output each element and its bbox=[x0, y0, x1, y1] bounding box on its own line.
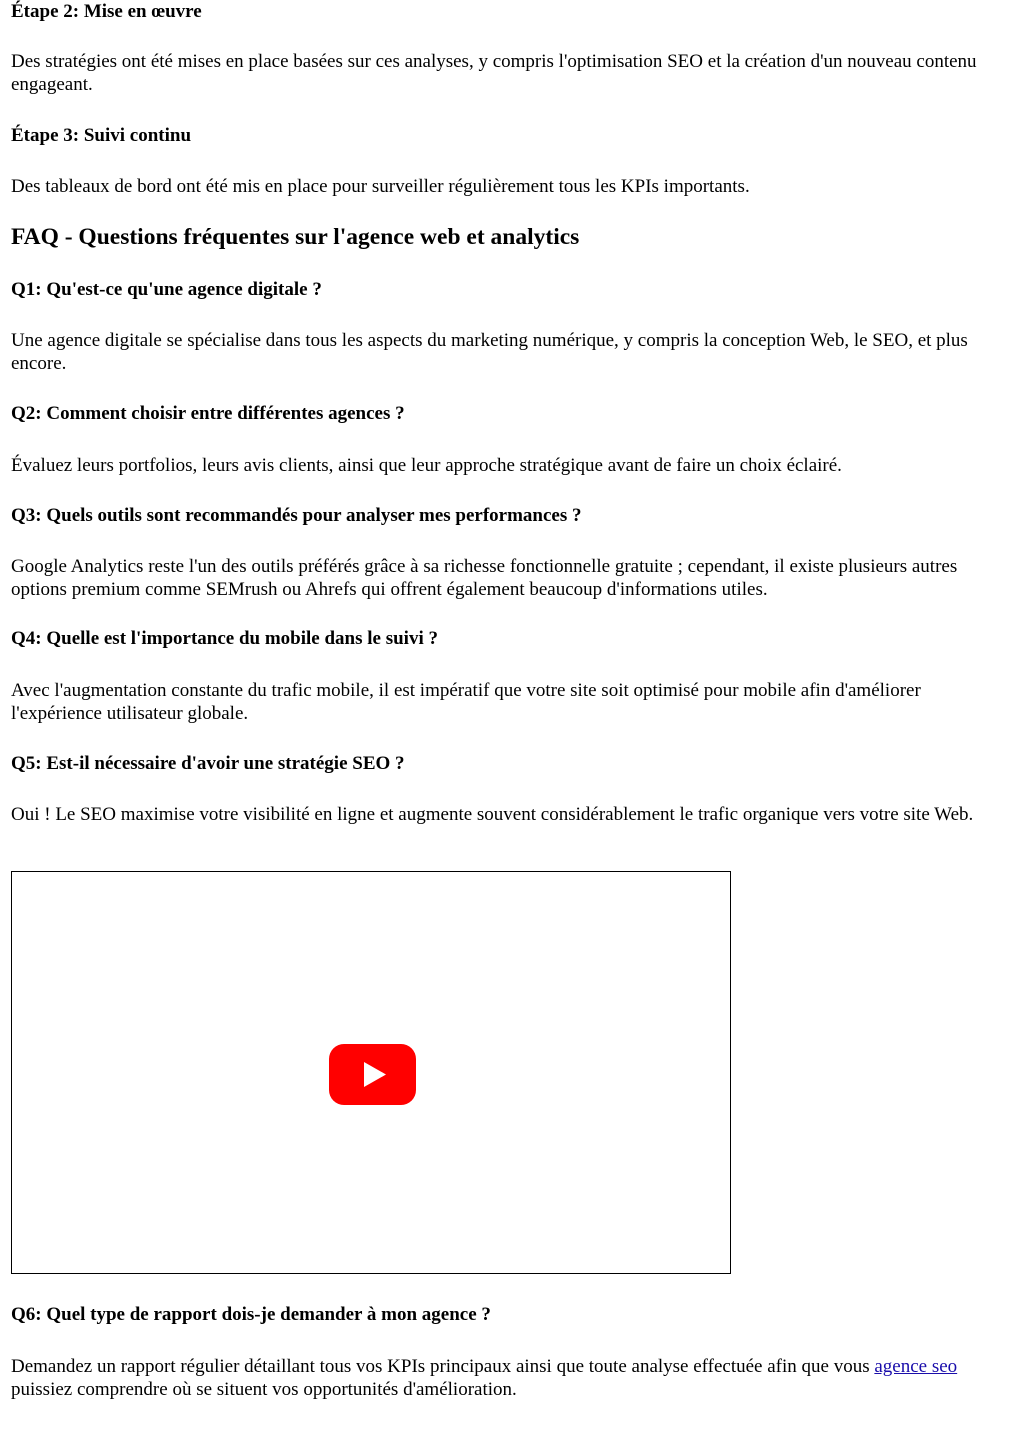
faq-title: FAQ - Questions fréquentes sur l'agence web et analytics bbox=[11, 224, 580, 250]
step3-text: Des tableaux de bord ont été mis en place pour surveiller régulièrement tous les KPIs importants. bbox=[11, 176, 750, 197]
step2-heading: Étape 2: Mise en œuvre bbox=[11, 1, 202, 22]
step3-heading: Étape 3: Suivi continu bbox=[11, 125, 192, 146]
faq-q5: Q5: Est-il nécessaire d'avoir une stratégie SEO ? bbox=[11, 753, 405, 774]
step2-text: Des stratégies ont été mises en place basées sur ces analyses, y compris l'optimisation SEO et la création d'un nouveau contenu engageant. bbox=[11, 51, 977, 95]
faq-q3: Q3: Quels outils sont recommandés pour analyser mes performances ? bbox=[11, 505, 582, 526]
faq-q1: Q1: Qu'est-ce qu'une agence digitale ? bbox=[11, 279, 322, 300]
faq-a1: Une agence digitale se spécialise dans tous les aspects du marketing numérique, y compris la conception Web, le SEO, et plus encore. bbox=[11, 330, 968, 374]
faq-q4: Q4: Quelle est l'importance du mobile dans le suivi ? bbox=[11, 628, 438, 649]
faq-a6 bbox=[11, 1355, 1013, 1401]
faq-a4: Avec l'augmentation constante du trafic mobile, il est impératif que votre site soit optimisé pour mobile afin d'améliorer l'expérience utilisateur globale. bbox=[11, 680, 921, 724]
embedded-video-player[interactable] bbox=[11, 871, 731, 1274]
faq-q2: Q2: Comment choisir entre différentes agences ? bbox=[11, 403, 405, 424]
faq-a2: Évaluez leurs portfolios, leurs avis clients, ainsi que leur approche stratégique avant de faire un choix éclairé. bbox=[11, 455, 842, 476]
faq-a3: Google Analytics reste l'un des outils préférés grâce à sa richesse fonctionnelle gratuite ; cependant, il existe plusieurs autres options premium comme SEMrush ou Ahrefs qui offrent également beaucoup d'informations utiles. bbox=[11, 556, 958, 600]
faq-a5: Oui ! Le SEO maximise votre visibilité en ligne et augmente souvent considérablement le trafic organique vers votre site Web. bbox=[11, 804, 974, 825]
agence-seo-link[interactable]: agence seo bbox=[874, 1356, 958, 1377]
faq-a6-text-before-link: Demandez un rapport régulier détaillant tous vos KPIs principaux ainsi que toute analyse effectuée afin que vous bbox=[11, 1356, 875, 1377]
youtube-play-icon[interactable] bbox=[329, 1044, 416, 1105]
faq-a6-text-after-link: puissiez comprendre où se situent vos opportunités d'amélioration. bbox=[11, 1379, 517, 1400]
faq-q6: Q6: Quel type de rapport dois-je demander à mon agence ? bbox=[11, 1304, 491, 1325]
